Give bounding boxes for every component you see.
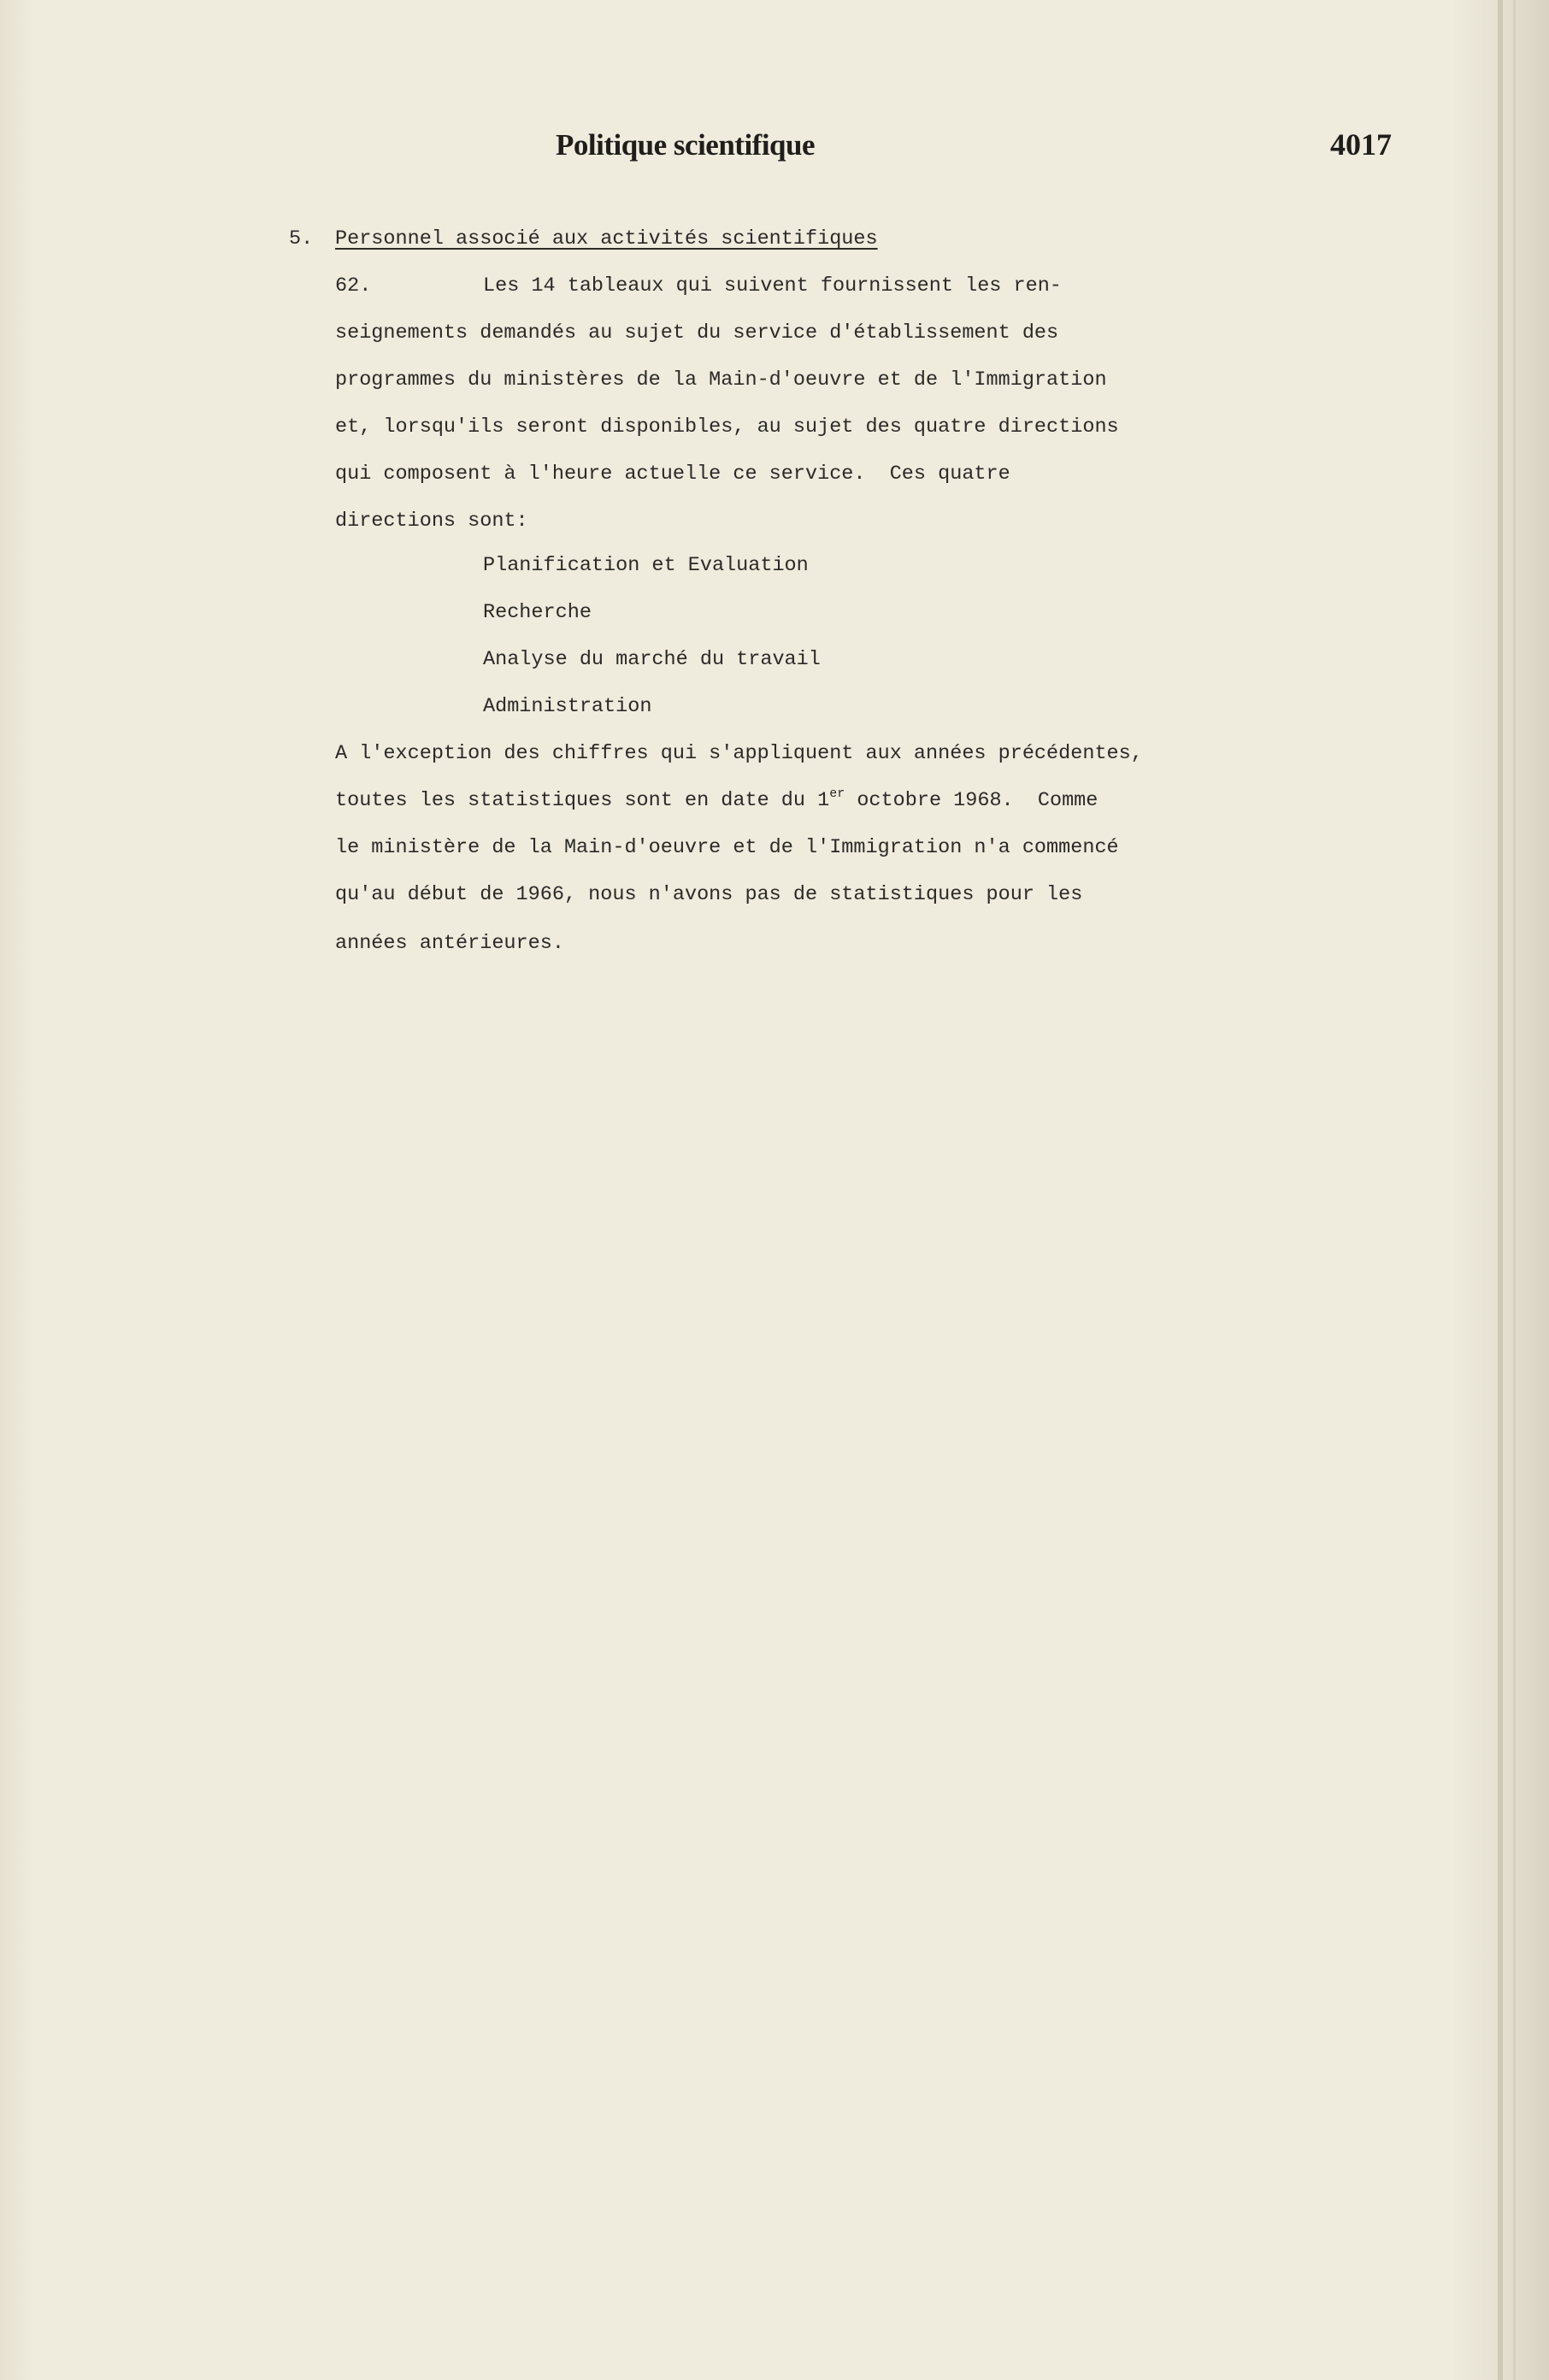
date-day: 1 (817, 789, 830, 812)
paragraph-number: 62. (335, 274, 372, 298)
direction-item: Recherche (483, 601, 592, 624)
section-number: 5. (289, 227, 314, 250)
direction-item: Analyse du marché du travail (483, 648, 821, 671)
paragraph-line: années antérieures. (335, 932, 564, 955)
section-title: Personnel associé aux activités scientifiques (335, 227, 878, 250)
line-text: octobre 1968. Comme (857, 789, 1098, 812)
page-binding-shadow (1498, 0, 1503, 2380)
paragraph-line: seignements demandés au sujet du service d'établissement des (335, 321, 1059, 345)
paragraph-line: et, lorsqu'ils seront disponibles, au sujet des quatre directions (335, 415, 1119, 439)
page-binding-edge (1513, 0, 1516, 2380)
paragraph-line: A l'exception des chiffres qui s'appliquent aux années précédentes, (335, 742, 1143, 765)
paragraph-line-with-date (335, 786, 1098, 812)
paragraph-line: programmes du ministères de la Main-d'oeuvre et de l'Immigration (335, 368, 1107, 392)
date-suffix: er (829, 786, 845, 801)
page-number: 4017 (1330, 127, 1392, 162)
paragraph-line: qui composent à l'heure actuelle ce service. Ces quatre (335, 462, 1010, 486)
paragraph-line: Les 14 tableaux qui suivent fournissent les ren- (483, 274, 1062, 298)
running-title: Politique scientifique (556, 128, 816, 162)
direction-item: Administration (483, 695, 652, 718)
paragraph-line: qu'au début de 1966, nous n'avons pas de statistiques pour les (335, 883, 1083, 906)
paragraph-line: le ministère de la Main-d'oeuvre et de l'Immigration n'a commencé (335, 836, 1119, 859)
line-text: toutes les statistiques sont en date du (335, 789, 818, 812)
direction-item: Planification et Evaluation (483, 554, 809, 577)
paragraph-line: directions sont: (335, 510, 528, 533)
